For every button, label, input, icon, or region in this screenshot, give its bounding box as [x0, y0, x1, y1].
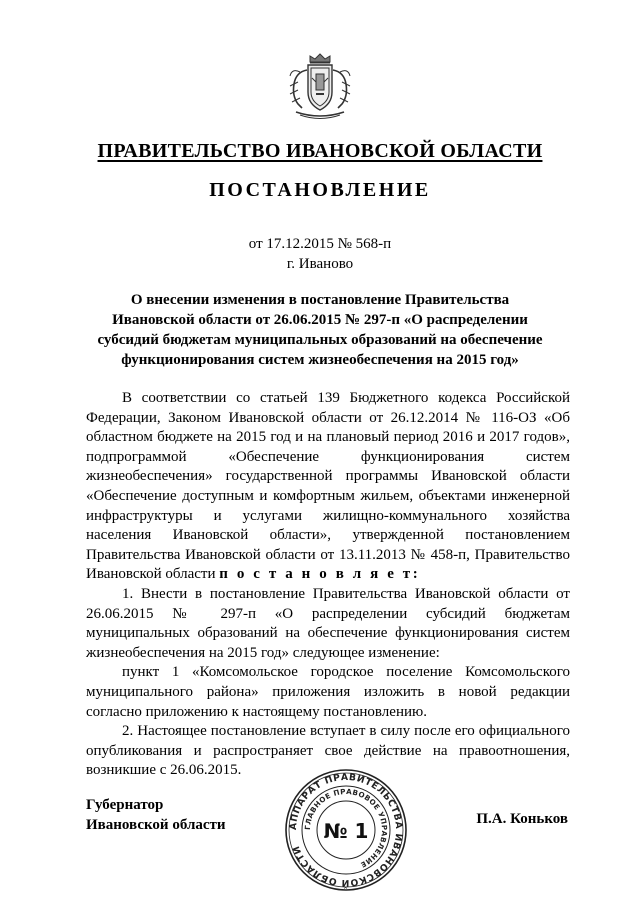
document-body [86, 389, 570, 781]
document-date-number: от 17.12.2015 № 568-п [248, 236, 392, 252]
document-type: ПОСТАНОВЛЕНИЕ [209, 179, 431, 201]
position-line: Ивановской области [86, 817, 226, 833]
coat-of-arms-icon [286, 52, 354, 122]
signatory-name: П.А. Коньков [476, 811, 568, 827]
position-line: Губернатор [86, 797, 164, 813]
document-title [86, 290, 554, 370]
seal-number: № 1 [323, 819, 369, 843]
title-line: функционирования систем жизнеобеспечения на 2015 год» [121, 352, 519, 368]
seal-ring-text: АППАРАТ ПРАВИТЕЛЬСТВА ИВАНОВСКОЙ ОБЛАСТИ [287, 771, 405, 889]
signatory-position [86, 795, 226, 835]
organization-name: ПРАВИТЕЛЬСТВО ИВАНОВСКОЙ ОБЛАСТИ [97, 140, 543, 162]
title-line: субсидий бюджетам муниципальных образований на обеспечение [97, 332, 543, 348]
seal-inner-ring-text: ГЛАВНОЕ ПРАВОВОЕ УПРАВЛЕНИЕ [302, 786, 390, 870]
item-1-sub-paragraph: пункт 1 «Комсомольское городское поселение Комсомольского муниципального района» приложения изложить в новой редакции согласно приложению к настоящему постановлению. [86, 664, 570, 720]
official-seal-icon [283, 767, 409, 893]
resolves-word: п о с т а н о в л я е т: [219, 566, 421, 583]
item-2-paragraph: 2. Настоящее постановление вступает в силу после его официального опубликования и распространяет свое действие на правоотношения, возникшие с 26.06.2015. [86, 723, 570, 779]
item-1-paragraph: 1. Внести в постановление Правительства Ивановской области от 26.06.2015 № 297-п «О распределении субсидий бюджетам муниципальных образований на обеспечение функционирования систем жизнеобеспечения на 2015 год» следующее изменение: [86, 585, 570, 661]
preamble-paragraph [86, 389, 570, 585]
preamble-text: В соответствии со статьей 139 Бюджетного кодекса Российской Федерации, Законом Ивановской области от 26.12.2014 № 116-ОЗ «Об областном бюджете на 2015 год и на плановый период 2016 и 2017 годов», подпрограммой «Обеспечение функционирования систем жизнеобеспечения» государственной программы Ивановской области «Обеспечение доступным и комфортным жильем, объектами инженерной инфраструктуры и услугами жилищно-коммунального хозяйства населения Ивановской области», утвержденной постановлением Правительства Ивановской области от 13.11.2013 № 458-п, Правительство Ивановской области [86, 390, 570, 583]
document-city: г. Иваново [286, 256, 354, 272]
title-line: Ивановской области от 26.06.2015 № 297-п «О распределении [112, 312, 528, 328]
title-line: О внесении изменения в постановление Правительства [130, 292, 510, 308]
